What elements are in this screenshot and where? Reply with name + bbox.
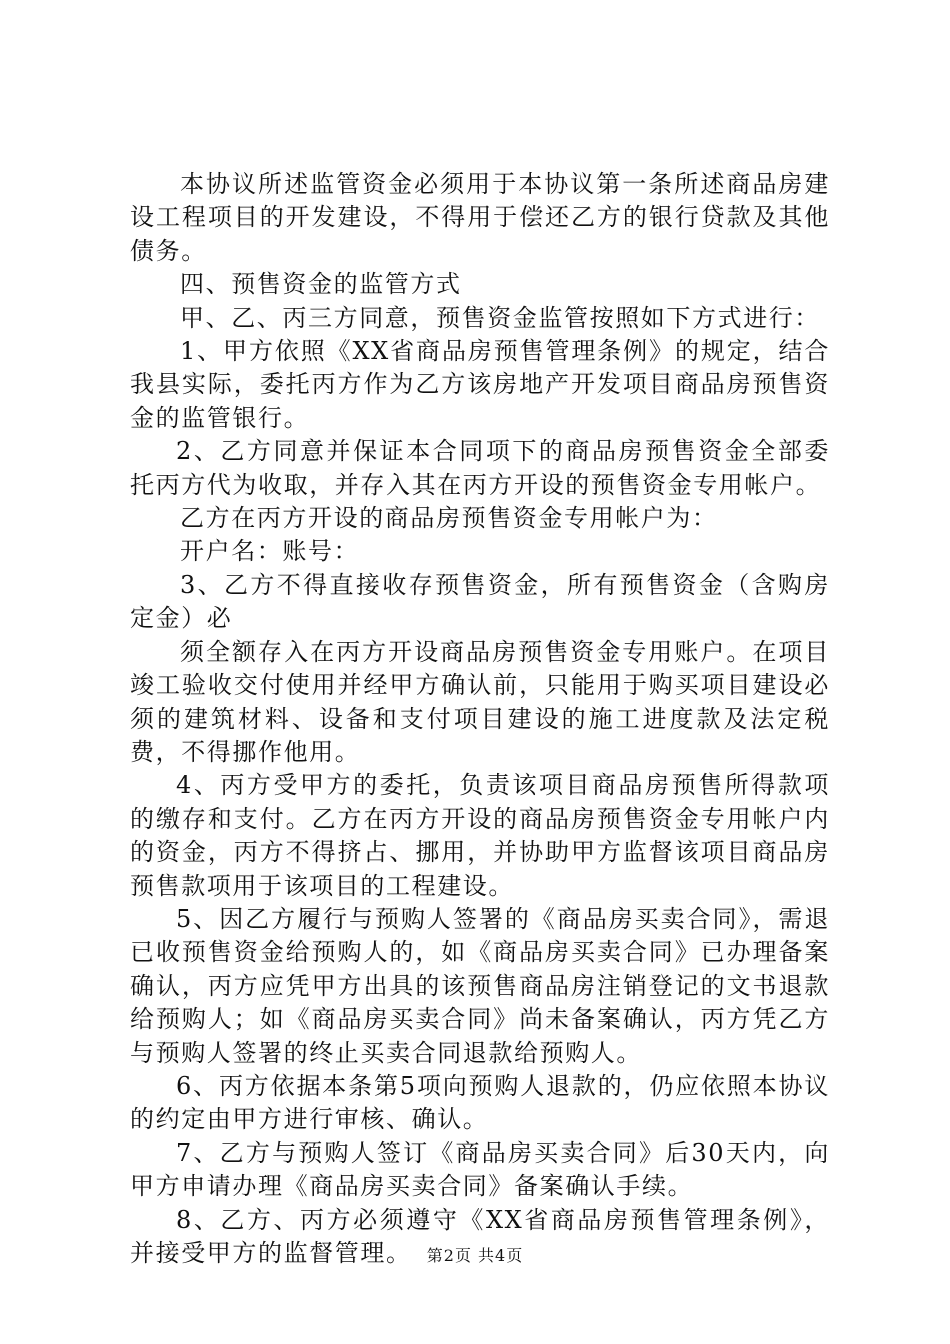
paragraph-agreement-intro: 甲、乙、丙三方同意，预售资金监管按照如下方式进行： [180,303,820,332]
clause-8: 8、乙方、丙方必须遵守《XX省商品房预售管理条例》，并接受甲方的监督管理。 [130,1205,830,1267]
clause-4: 4、丙方受甲方的委托，负责该项目商品房预售所得款项的缴存和支付。乙方在丙方开设的商品房预售资金专用帐户内的资金，丙方不得挤占、挪用，并协助甲方监督该项目商品房预售款项用于该项目的工程建设。 [130,771,830,900]
clause-7: 7、乙方与预购人签订《商品房买卖合同》后30天内，向甲方申请办理《商品房买卖合同》备案确认手续。 [130,1138,830,1201]
clause-5: 5、因乙方履行与预购人签署的《商品房买卖合同》，需退已收预售资金给预购人的，如《商品房买卖合同》已办理备案确认，丙方应凭甲方出具的该预售商品房注销登记的文书退款给预购人；如《商品房买卖合同》尚未备案确认，丙方凭乙方与预购人签署的终止买卖合同退款给预购人。 [130,904,830,1067]
paragraph-account-fields: 开户名：账号： [180,537,360,566]
clause-1: 1、甲方依照《XX省商品房预售管理条例》的规定，结合我县实际，委托丙方作为乙方该房地产开发项目商品房预售资金的监管银行。 [130,337,830,432]
clause-3-continued: 须全额存入在丙方开设商品房预售资金专用账户。在项目竣工验收交付使用并经甲方确认前，只能用于购买项目建设必须的建筑材料、设备和支付项目建设的施工进度款及法定税费，不得挪作他用。 [130,637,830,766]
clause-6: 6、丙方依据本条第5项向预购人退款的，仍应依照本协议的约定由甲方进行审核、确认。 [130,1071,830,1134]
page-footer [0,1243,950,1266]
clause-3: 3、乙方不得直接收存预售资金，所有预售资金（含购房定金）必 [130,570,830,633]
clause-2: 2、乙方同意并保证本合同项下的商品房预售资金全部委托丙方代为收取，并存入其在丙方开设的预售资金专用帐户。 [130,437,830,499]
document-body [130,168,830,1270]
paragraph-fund-usage: 本协议所述监管资金必须用于本协议第一条所述商品房建设工程项目的开发建设，不得用于偿还乙方的银行贷款及其他债务。 [130,170,830,265]
paragraph-account-intro: 乙方在丙方开设的商品房预售资金专用帐户为： [180,504,718,533]
section-heading-supervision-method: 四、预售资金的监管方式 [180,270,462,299]
page-number-label: 第2页 共4页 [426,1246,524,1265]
